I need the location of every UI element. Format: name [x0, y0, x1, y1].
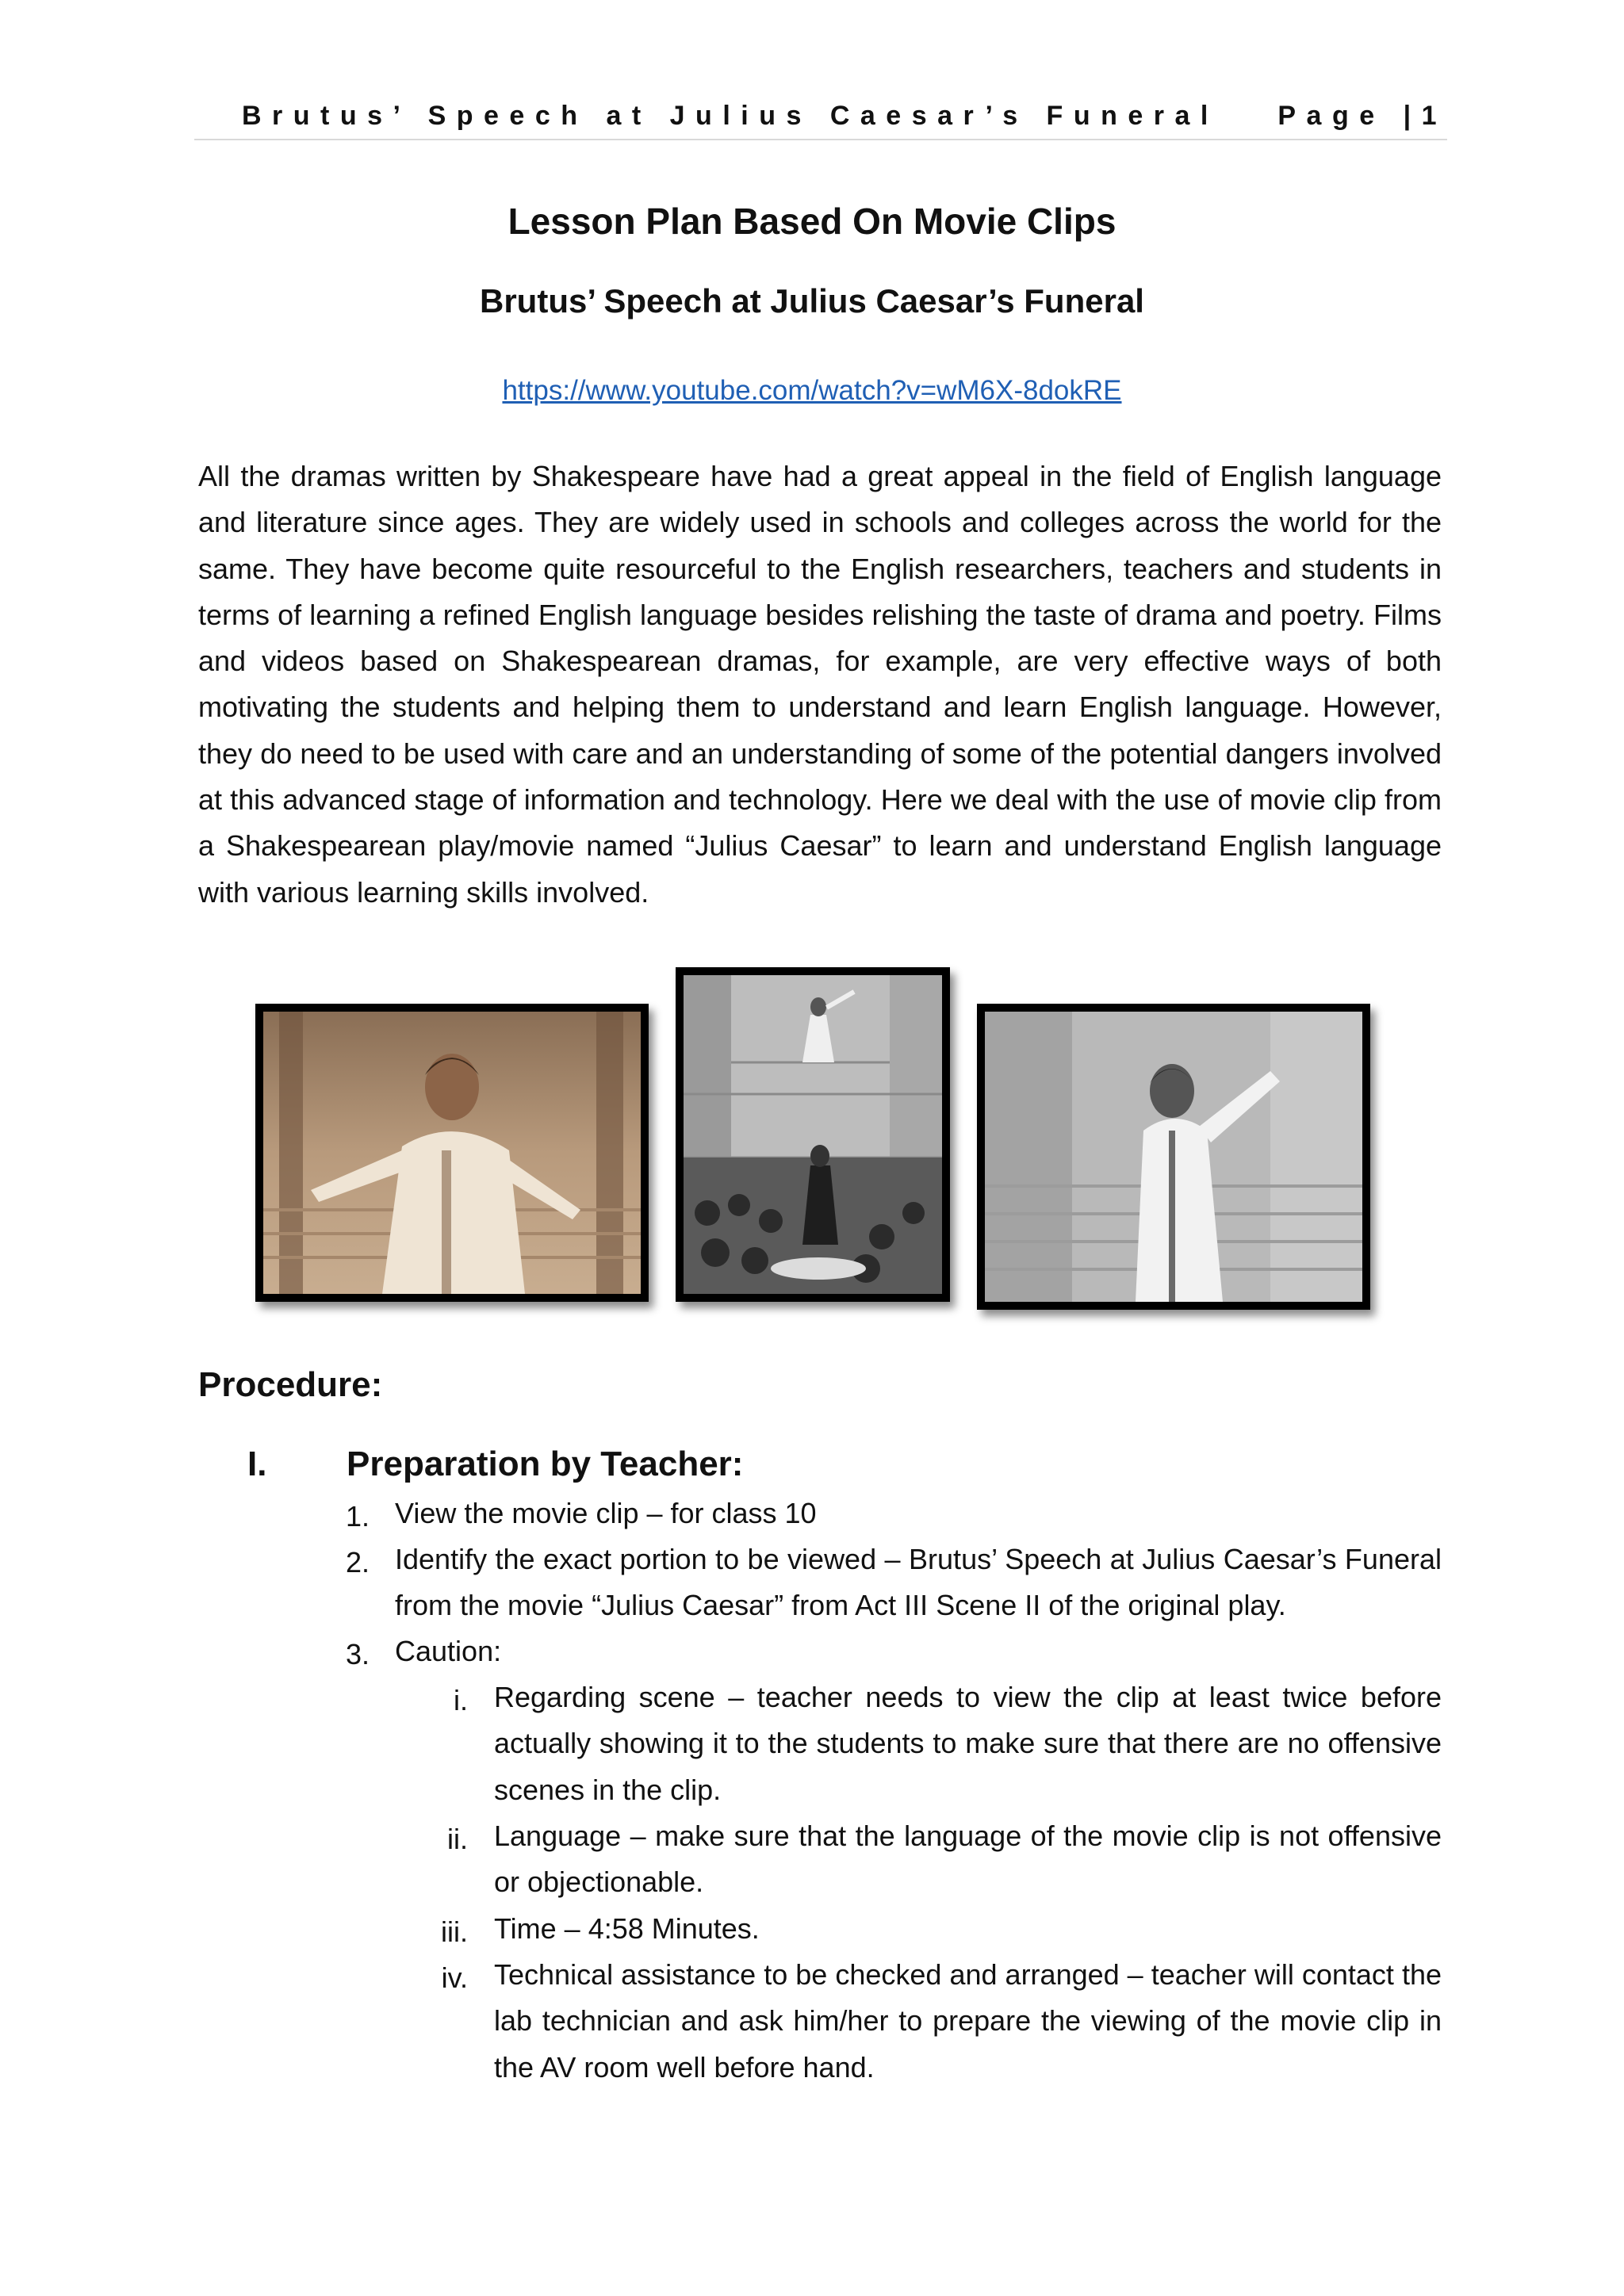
header-title: Brutus’ Speech at Julius Caesar’s Funeral — [242, 101, 1219, 131]
section-title: Preparation by Teacher: — [347, 1445, 744, 1483]
caution-number: iii. — [441, 1915, 468, 1948]
movie-still-pointing — [977, 1004, 1370, 1310]
caution-item: Time – 4:58 Minutes. — [494, 1912, 760, 1945]
caution-item: Technical assistance to be checked and arranged – teacher will contact the lab technician and ask him/her to prepare the viewing of the movie clip in the AV room well before hand. — [494, 1958, 1442, 2084]
movie-still-sepia — [255, 1004, 649, 1302]
list-item-number: 1. — [345, 1500, 370, 1533]
caution-item: Language – make sure that the language of the movie clip is not offensive or objectionable. — [494, 1820, 1442, 1899]
page-header — [194, 91, 1447, 140]
youtube-link[interactable]: https://www.youtube.com/watch?v=wM6X-8dokRE — [502, 375, 1122, 406]
list-item-number: 3. — [345, 1638, 370, 1670]
procedure-heading: Procedure: — [198, 1365, 383, 1404]
section-number: I. — [247, 1445, 267, 1483]
list-item: Identify the exact portion to be viewed – Brutus’ Speech at Julius Caesar’s Funeral from the movie “Julius Caesar” from Act III Scene II of the original play. — [395, 1543, 1442, 1622]
caution-number: ii. — [447, 1823, 468, 1855]
caution-item: Regarding scene – teacher needs to view the clip at least twice before actually showing it to the students to make sure that there are no offensive scenes in the clip. — [494, 1681, 1442, 1806]
list-item: Caution: — [395, 1635, 502, 1667]
document-title: Lesson Plan Based On Movie Clips — [508, 201, 1116, 242]
caution-number: iv. — [441, 1961, 468, 1994]
intro-paragraph: All the dramas written by Shakespeare have had a great appeal in the field of English language and literature since ages. They are widely used in schools and colleges across the world for the same. They have become quite resourceful to the English researchers, teachers and students in terms of learning a refined English language besides relishing the taste of drama and poetry. Films and videos based on Shakespearean dramas, for example, are very effective ways of both motivating the students and helping them to understand and learn English language. However, they do need to be used with care and an understanding of some of the potential dangers involved at this advanced stage of information and technology. Here we deal with the use of movie clip from a Shakespearean play/movie named “Julius Caesar” to learn and understand English language with various learning skills involved. — [198, 460, 1442, 909]
list-item: View the movie clip – for class 10 — [395, 1497, 817, 1529]
movie-still-crowd — [676, 967, 950, 1302]
page-number: Page |1 — [1277, 101, 1447, 131]
document-subtitle: Brutus’ Speech at Julius Caesar’s Funeral — [480, 282, 1144, 320]
list-item-number: 2. — [345, 1546, 370, 1578]
caution-number: i. — [454, 1684, 468, 1716]
